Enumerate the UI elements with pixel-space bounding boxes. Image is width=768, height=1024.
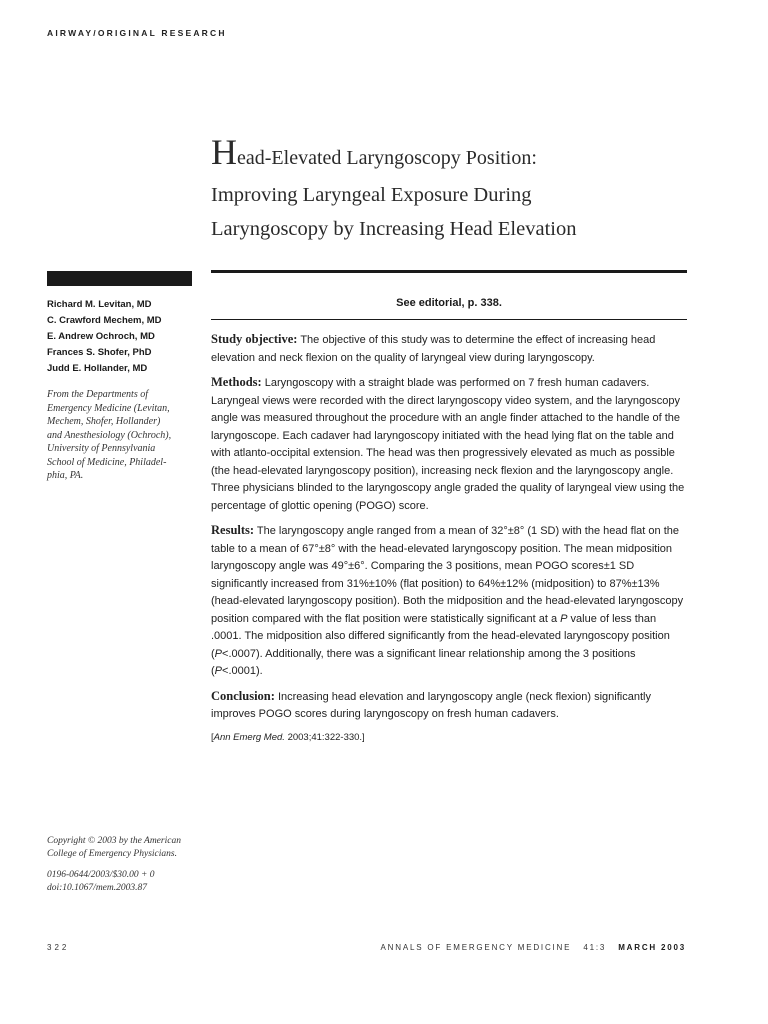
objective-heading: Study objective: [211, 332, 298, 346]
abstract-results [211, 522, 687, 681]
copyright-notice: Copyright © 2003 by the American College of Emergency Physicians. [47, 836, 181, 859]
author: E. Andrew Ochroch, MD [47, 331, 155, 342]
affiliation-line: phia, PA. [47, 470, 84, 481]
affiliation-line: Emergency Medicine (Levitan, [47, 402, 170, 414]
results-text: value of less than .0001. The midposition also differed significantly from the head-elevated laryngoscopy position ( [211, 612, 670, 660]
article-title [211, 132, 691, 246]
editorial-rule [211, 319, 687, 320]
editorial-note[interactable]: See editorial, p. 338. [396, 297, 502, 309]
results-text: <.0001). [222, 665, 263, 677]
author: Judd E. Hollander, MD [47, 363, 148, 374]
affiliation-line: and Anesthesiology (Ochroch), [47, 429, 172, 441]
running-footer [320, 943, 686, 952]
author-list [47, 297, 197, 377]
abstract [211, 331, 687, 745]
p-symbol: P [560, 612, 568, 625]
citation-bracket: [ [211, 731, 214, 743]
section-label: AIRWAY/ORIGINAL RESEARCH [47, 28, 227, 38]
affiliation-line: From the Departments of [47, 389, 149, 400]
title-line-1-text: ead-Elevated Laryngoscopy Position: [237, 147, 537, 169]
author: Richard M. Levitan, MD [47, 299, 152, 310]
journal-name: ANNALS OF EMERGENCY MEDICINE [380, 943, 572, 952]
conclusion-text: Increasing head elevation and laryngoscopy angle (neck flexion) significantly improves POGO scores during laryngoscopy on fresh human cadavers. [211, 690, 651, 720]
issue-date: MARCH 2003 [618, 943, 686, 952]
methods-heading: Methods: [211, 375, 262, 389]
issn-line: 0196-0644/2003/$30.00 + 0 [47, 870, 155, 880]
title-rule [211, 270, 687, 273]
citation [211, 731, 687, 745]
journal-issue: 41:3 [583, 943, 607, 952]
affiliation-line: School of Medicine, Philadel- [47, 456, 167, 468]
author: Frances S. Shofer, PhD [47, 347, 152, 358]
objective-text: The objective of this study was to determine the effect of increasing head elevation and neck flexion on the quality of laryngeal view during laryngoscopy. [211, 334, 656, 364]
doi-line: doi:10.1067/mem.2003.87 [47, 882, 148, 893]
affiliation [47, 388, 187, 483]
results-text: <.0007). Additionally, there was a significant linear relationship among the 3 positions ( [211, 647, 636, 677]
results-heading: Results: [211, 523, 255, 537]
results-text: The laryngoscopy angle ranged from a mean of 32°±8° (1 SD) with the head flat on the table to a mean of 67°±8° with the head-elevated laryngoscopy position. The mean midposition laryngoscopy angle was 49°±6°. Comparing the 3 positions, mean POGO scores±1 SD significantly increased from 31%±10% (flat position) to 64%±12% (midposition) to 87%±13% (head-elevated laryngoscopy position). Both the midposition and the head-elevated laryngoscopy position compared with the flat position were statistically significant at a [211, 525, 684, 625]
title-line-3: Laryngoscopy by Increasing Head Elevation [211, 218, 577, 240]
sidebar-black-bar [47, 271, 192, 286]
copyright-block [47, 835, 207, 894]
abstract-conclusion [211, 688, 687, 724]
title-line-1 [211, 132, 691, 178]
affiliation-line: University of Pennsylvania [47, 443, 156, 454]
methods-text: Laryngoscopy with a straight blade was performed on 7 fresh human cadavers. Laryngeal views were recorded with the direct laryngoscopy video system, and the laryngoscopy angle was measured throughout the procedure with an angle finder attached to the handle of the laryngoscope. Each cadaver had laryngoscopy initiated with the head lying flat on the table and with atlanto-occipital extension. The head was then progressively elevated as much as possible (the head-elevated laryngoscopy position), increasing neck flexion and the laryngoscopy angle. Three physicians blinded to the laryngoscopy angle graded the quality of laryngeal view using the percentage of glottic opening (POGO) score. [211, 377, 685, 512]
abstract-objective [211, 331, 687, 367]
citation-details: 2003;41:322-330.] [287, 731, 365, 743]
conclusion-heading: Conclusion: [211, 688, 275, 703]
page-number: 322 [47, 943, 70, 952]
p-symbol: P [214, 647, 223, 660]
title-line-2: Improving Laryngeal Exposure During [211, 184, 532, 206]
abstract-methods [211, 374, 687, 515]
author: C. Crawford Mechem, MD [47, 315, 162, 326]
title-drop-cap: H [211, 132, 237, 172]
affiliation-line: Mechem, Shofer, Hollander) [47, 416, 161, 427]
p-symbol: P [214, 665, 223, 677]
citation-journal: Ann Emerg Med. [213, 731, 285, 743]
